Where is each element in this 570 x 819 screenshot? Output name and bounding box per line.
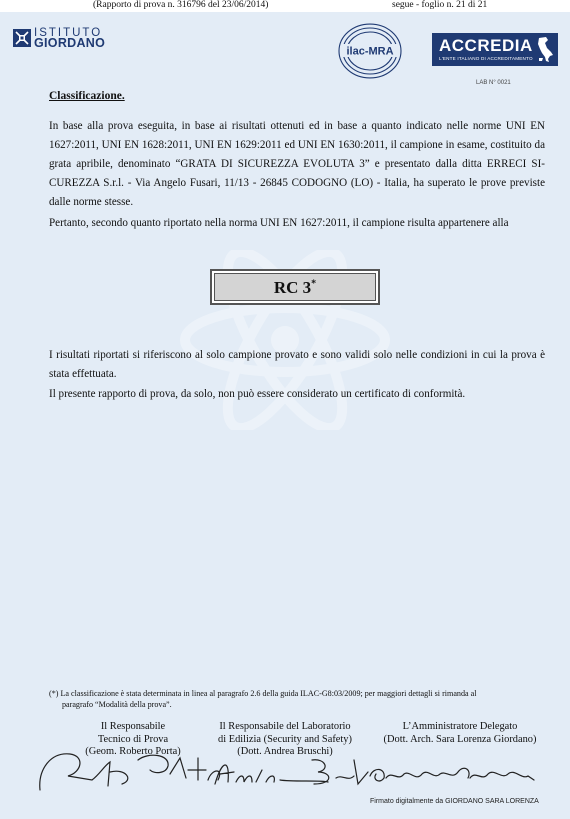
footnote-line2: paragrafo “Modalità della prova”. bbox=[62, 700, 172, 709]
istituto-word: ISTITUTO bbox=[34, 27, 103, 39]
page-counter: segue - foglio n. 21 di 21 bbox=[392, 0, 488, 10]
classification-marker: * bbox=[311, 278, 317, 290]
ilac-text: ilac-MRA bbox=[346, 45, 394, 58]
ilac-mra-logo bbox=[333, 22, 407, 80]
signatory-name: (Geom. Roberto Porta) bbox=[85, 746, 181, 757]
lab-number: LAB N° 0021 bbox=[476, 80, 511, 86]
signature-giordano bbox=[370, 768, 534, 781]
classification-box bbox=[210, 269, 380, 305]
section-heading: Classificazione. bbox=[49, 90, 125, 102]
footnote-line1: (*) La classificazione è stata determinata in linea al paragrafo 2.6 della guida ILAC-G8:03/2009; per maggiori dettagli si rimanda al bbox=[49, 689, 477, 698]
signatory-name: (Dott. Andrea Bruschi) bbox=[237, 746, 333, 757]
signatory-role: Il Responsabile bbox=[100, 721, 166, 732]
footnote bbox=[49, 688, 549, 710]
istituto-giordano-logo bbox=[13, 27, 113, 51]
signatory-role-detail: Tecnico di Prova bbox=[97, 733, 169, 745]
signature-porta bbox=[40, 754, 220, 790]
classification-paragraph: In base alla prova eseguita, in base ai risultati ottenuti ed in base a quanto indicato nelle norme UNI EN 1627:2011, UNI EN 1628:2011, UNI EN 1629:2011 ed UNI EN 1630:2011, il campione in esame, costituito da grata apribile, denominato “GRATA DI SICUREZZA EVOLUTA 3” e presentato dalla ditta ERRECI SI-CUREZZA S.r.l. - Via Angelo Fusari, 11/13 - 26845 CODOGNO (LO) - Italia, ha superato le prove previste dalle norme stesse. bbox=[49, 120, 545, 208]
istituto-giordano-mark-icon bbox=[13, 29, 31, 47]
signature-bruschi bbox=[215, 760, 368, 784]
signatory-role-detail: di Edilizia (Security and Safety) bbox=[218, 733, 352, 745]
report-reference: (Rapporto di prova n. 316796 del 23/06/2014) bbox=[93, 0, 269, 10]
giordano-word: GIORDANO bbox=[34, 36, 106, 50]
italy-map-icon bbox=[536, 36, 554, 63]
disclaimer-paragraph: Il presente rapporto di prova, da solo, non può essere considerato un certificato di conformità. bbox=[49, 388, 466, 400]
validity-paragraph: I risultati riportati si riferiscono al solo campione provato e sono validi solo nelle condizioni in cui la prova è stata effettuata. bbox=[49, 349, 545, 380]
conclusion-paragraph: Pertanto, secondo quanto riportato nella norma UNI EN 1627:2011, il campione risulta appartenere alla bbox=[49, 217, 509, 229]
classification-value: RC 3 bbox=[273, 278, 312, 297]
page-header bbox=[0, 0, 570, 12]
signatory-name: (Dott. Arch. Sara Lorenza Giordano) bbox=[383, 733, 537, 745]
accredia-subtitle: L'ENTE ITALIANO DI ACCREDITAMENTO bbox=[439, 56, 533, 61]
signatory-role: Il Responsabile del Laboratorio bbox=[219, 721, 351, 732]
handwritten-signatures bbox=[30, 740, 560, 800]
accredia-logo bbox=[432, 33, 558, 66]
accredia-title: ACCREDIA bbox=[439, 36, 533, 55]
digital-signature-note: Firmato digitalmente da GIORDANO SARA LORENZA bbox=[370, 798, 539, 805]
signatory-role: L’Amministratore Delegato bbox=[402, 721, 518, 732]
